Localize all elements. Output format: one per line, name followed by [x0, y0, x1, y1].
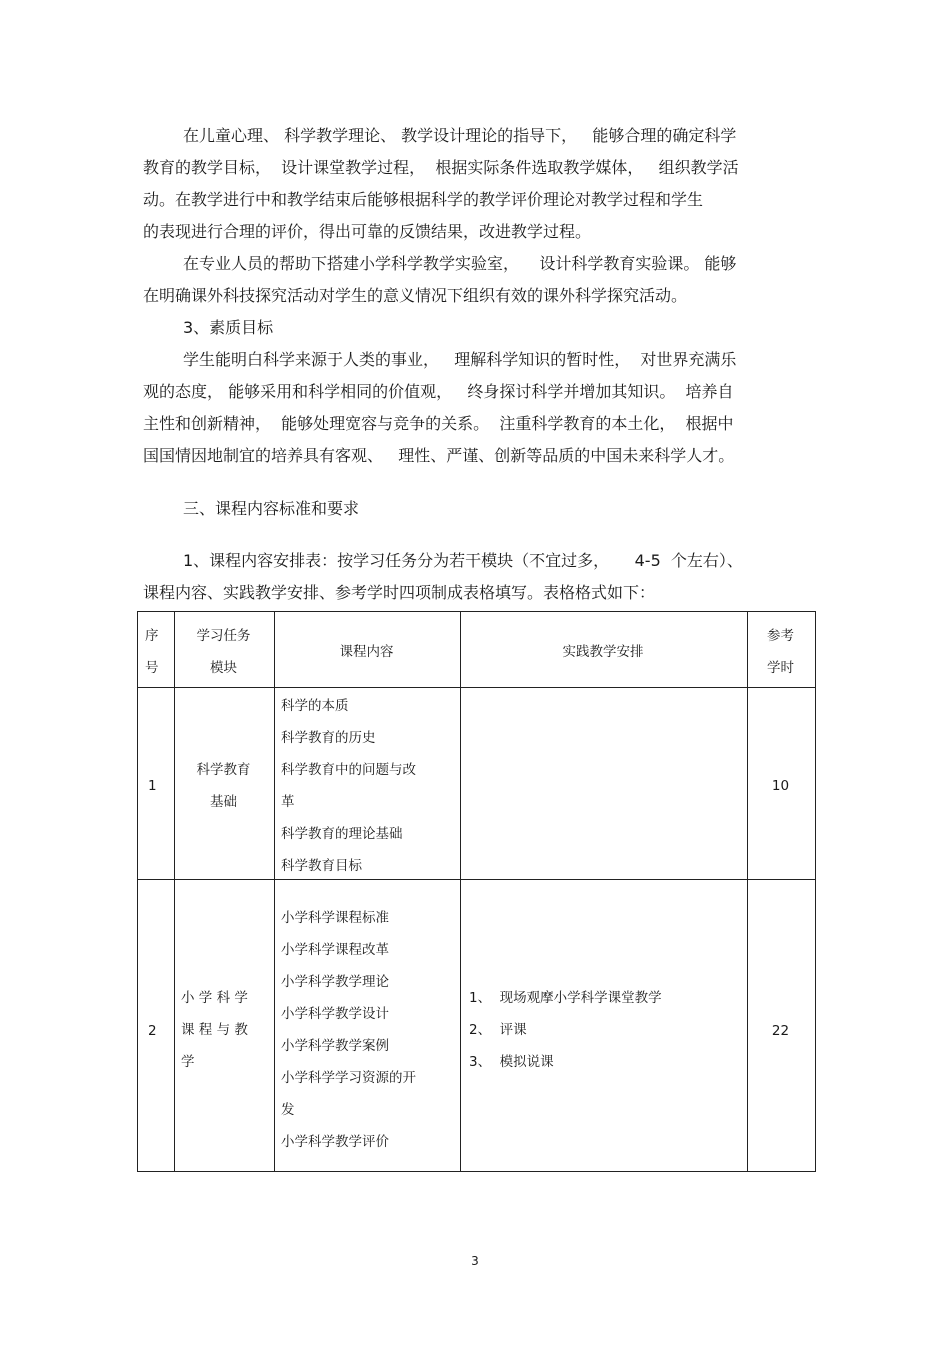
paragraph-line: 的表现进行合理的评价，得出可靠的反馈结果，改进教学过程。: [143, 222, 592, 241]
row2-hours: 22: [771, 1023, 790, 1039]
paragraph-line: 在明确课外科技探究活动对学生的意义情况下组织有效的课外科学探究活动。: [143, 286, 688, 305]
row2-practice-item: 1、 现场观摩小学科学课堂教学: [469, 990, 662, 1006]
row1-content-item: 科学教育目标: [281, 858, 362, 874]
row2-module: 小 学 科 学: [181, 990, 248, 1006]
row1-module: 科学教育: [196, 762, 251, 778]
paragraph-line: 在儿童心理、 科学教学理论、 教学设计理论的指导下， 能够合理的确定科学: [183, 126, 737, 145]
row2-content-item: 发: [281, 1102, 295, 1118]
row2-module: 学: [181, 1054, 195, 1070]
header-hours: 学时: [767, 660, 794, 676]
paragraph-line: 教育的教学目标， 设计课堂教学过程， 根据实际条件选取教学媒体， 组织教学活: [143, 158, 739, 177]
row2-content-item: 小学科学课程改革: [281, 942, 389, 958]
paragraph-line: 观的态度， 能够采用和科学相同的价值观， 终身探讨科学并增加其知识。 培养自: [143, 382, 734, 401]
row1-module: 基础: [210, 794, 237, 810]
paragraph-line: 主性和创新精神， 能够处理宽容与竞争的关系。 注重科学教育的本土化， 根据中: [143, 414, 734, 433]
row1-seq: 1: [148, 778, 157, 794]
row1-content-item: 科学的本质: [281, 698, 349, 714]
paragraph-line: 国国情因地制宜的培养具有客观、 理性、严谨、创新等品质的中国未来科学人才。: [143, 446, 735, 465]
header-seq: 号: [145, 660, 159, 676]
row2-module: 课 程 与 教: [181, 1022, 248, 1038]
row2-practice-item: 3、 模拟说课: [469, 1054, 554, 1070]
row2-content-item: 小学科学学习资源的开: [281, 1070, 416, 1086]
row1-hours: 10: [771, 778, 790, 794]
header-module: 模块: [210, 660, 237, 676]
section-heading: 三、课程内容标准和要求: [183, 499, 360, 518]
subheading-quality-goals: 3、素质目标: [183, 318, 274, 337]
course-content-table: [137, 611, 816, 1172]
row1-content-item: 科学教育的理论基础: [281, 826, 403, 842]
header-hours: 参考: [767, 628, 794, 644]
row2-content-item: 小学科学教学理论: [281, 974, 389, 990]
row2-content-item: 小学科学课程标准: [281, 910, 389, 926]
paragraph-line: 学生能明白科学来源于人类的事业， 理解科学知识的暂时性， 对世界充满乐: [183, 350, 737, 369]
row2-content-item: 小学科学教学案例: [281, 1038, 389, 1054]
header-seq: 序: [145, 628, 159, 644]
row1-content-item: 革: [281, 794, 295, 810]
row2-content-item: 小学科学教学评价: [281, 1134, 389, 1150]
row1-content-item: 科学教育的历史: [281, 730, 376, 746]
page-number: 3: [471, 1254, 479, 1268]
row2-seq: 2: [148, 1023, 157, 1039]
header-module: 学习任务: [196, 628, 251, 644]
header-practice: 实践教学安排: [562, 644, 644, 660]
paragraph-line: 动。在教学进行中和教学结束后能够根据科学的教学评价理论对教学过程和学生: [143, 190, 704, 209]
row2-content-item: 小学科学教学设计: [281, 1006, 389, 1022]
row2-practice-item: 2、 评课: [469, 1022, 527, 1038]
header-content: 课程内容: [339, 644, 394, 660]
paragraph-line: 课程内容、实践教学安排、参考学时四项制成表格填写。表格格式如下：: [143, 583, 656, 602]
paragraph-line: 在专业人员的帮助下搭建小学科学教学实验室， 设计科学教育实验课。 能够: [183, 254, 737, 273]
paragraph-line: 1、课程内容安排表：按学习任务分为若干模块（不宜过多， 4-5 个左右）、: [183, 551, 743, 570]
row1-content-item: 科学教育中的问题与改: [281, 762, 416, 778]
